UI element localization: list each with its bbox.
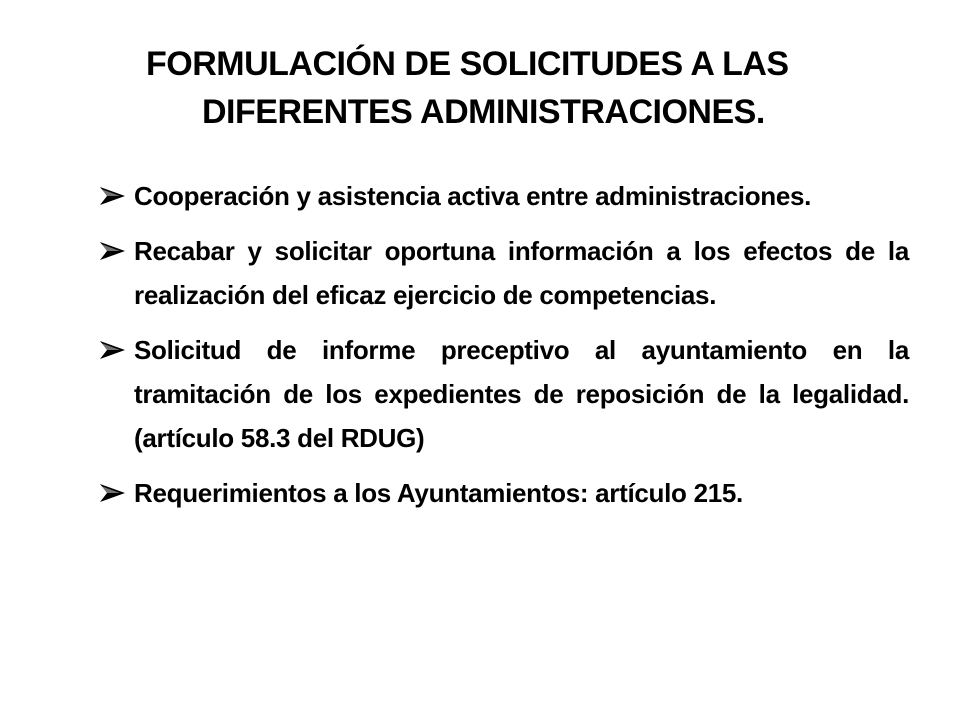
arrow-bullet-icon [98, 186, 128, 206]
bullet-item-requerimientos [98, 471, 909, 515]
arrow-bullet-icon [98, 340, 128, 360]
title-line-1: FORMULACIÓN DE SOLICITUDES A LAS [146, 45, 789, 83]
bullet-list [98, 174, 909, 526]
arrow-bullet-icon [98, 483, 128, 503]
title-line-2: DIFERENTES ADMINISTRACIONES. [202, 93, 765, 131]
bullet-text: Cooperación y asistencia activa entre administraciones. [134, 181, 812, 211]
arrow-bullet-icon [98, 241, 128, 261]
bullet-item-solicitud [98, 328, 909, 460]
bullet-item-cooperacion [98, 174, 909, 218]
bullet-text: Solicitud de informe preceptivo al ayuntamiento en la tramitación de los expedientes de reposición de la legalidad. (artículo 58.3 del RDUG) [134, 335, 909, 453]
bullet-text: Requerimientos a los Ayuntamientos: artículo 215. [134, 478, 743, 508]
slide-title [146, 40, 846, 136]
bullet-item-recabar [98, 229, 909, 317]
bullet-text: Recabar y solicitar oportuna información a los efectos de la realización del eficaz ejercicio de competencias. [134, 236, 909, 310]
